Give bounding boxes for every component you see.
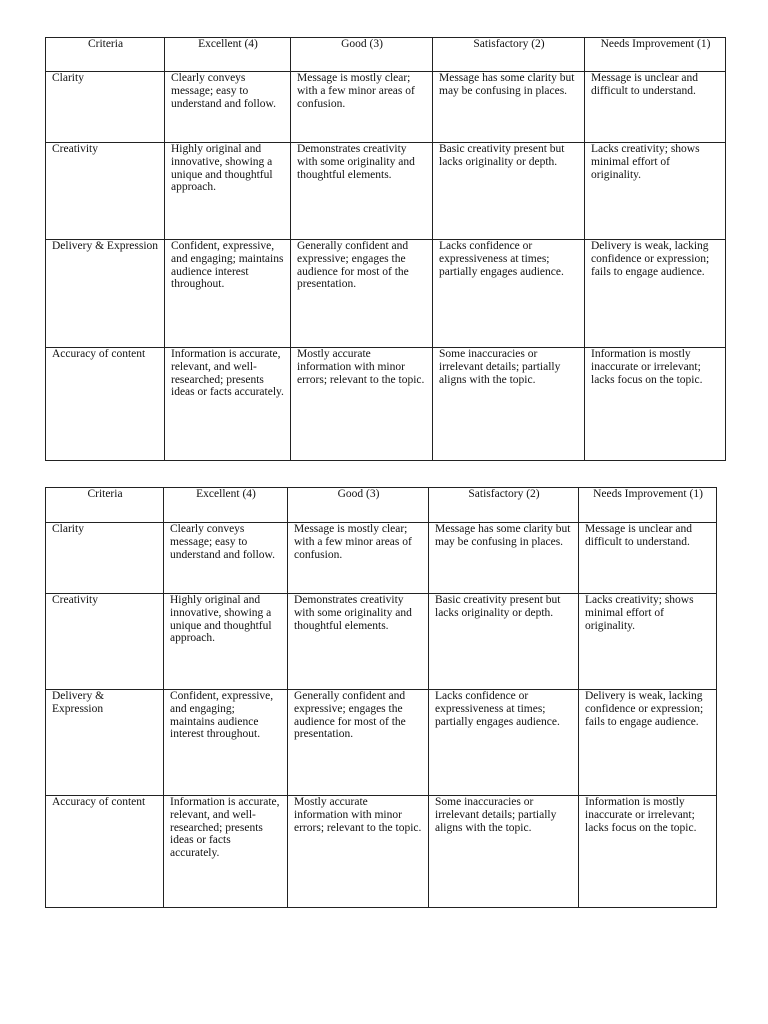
header-satisfactory: Satisfactory (2)	[433, 38, 585, 72]
good-cell: Message is mostly clear; with a few minor areas of confusion.	[291, 72, 433, 143]
satisfactory-cell: Basic creativity present but lacks originality or depth.	[429, 594, 579, 690]
needs-improvement-cell: Delivery is weak, lacking confidence or expression; fails to engage audience.	[585, 240, 726, 348]
table-row	[46, 348, 726, 461]
table-row	[46, 72, 726, 143]
header-criteria: Criteria	[46, 38, 165, 72]
criteria-cell: Accuracy of content	[46, 348, 165, 461]
criteria-cell: Creativity	[46, 594, 164, 690]
excellent-cell: Highly original and innovative, showing a unique and thoughtful approach.	[164, 594, 288, 690]
satisfactory-cell: Message has some clarity but may be confusing in places.	[433, 72, 585, 143]
criteria-cell: Clarity	[46, 72, 165, 143]
good-cell: Demonstrates creativity with some originality and thoughtful elements.	[288, 594, 429, 690]
needs-improvement-cell: Information is mostly inaccurate or irrelevant; lacks focus on the topic.	[579, 796, 717, 908]
table-row	[46, 690, 717, 796]
good-cell: Generally confident and expressive; engages the audience for most of the presentation.	[291, 240, 433, 348]
good-cell: Mostly accurate information with minor errors; relevant to the topic.	[288, 796, 429, 908]
satisfactory-cell: Message has some clarity but may be confusing in places.	[429, 523, 579, 594]
table-row	[46, 594, 717, 690]
header-good: Good (3)	[288, 488, 429, 523]
rubric-table-1	[45, 37, 726, 461]
header-excellent: Excellent (4)	[164, 488, 288, 523]
criteria-cell: Delivery & Expression	[46, 240, 165, 348]
needs-improvement-cell: Message is unclear and difficult to understand.	[579, 523, 717, 594]
header-excellent: Excellent (4)	[165, 38, 291, 72]
needs-improvement-cell: Message is unclear and difficult to understand.	[585, 72, 726, 143]
table-row	[46, 523, 717, 594]
header-needs-improvement: Needs Improvement (1)	[585, 38, 726, 72]
needs-improvement-cell: Lacks creativity; shows minimal effort of originality.	[585, 143, 726, 240]
excellent-cell: Confident, expressive, and engaging; maintains audience interest throughout.	[164, 690, 288, 796]
good-cell: Generally confident and expressive; engages the audience for most of the presentation.	[288, 690, 429, 796]
criteria-cell: Accuracy of content	[46, 796, 164, 908]
table-row	[46, 240, 726, 348]
needs-improvement-cell: Delivery is weak, lacking confidence or expression; fails to engage audience.	[579, 690, 717, 796]
needs-improvement-cell: Information is mostly inaccurate or irrelevant; lacks focus on the topic.	[585, 348, 726, 461]
excellent-cell: Clearly conveys message; easy to understand and follow.	[164, 523, 288, 594]
satisfactory-cell: Basic creativity present but lacks originality or depth.	[433, 143, 585, 240]
header-satisfactory: Satisfactory (2)	[429, 488, 579, 523]
good-cell: Mostly accurate information with minor errors; relevant to the topic.	[291, 348, 433, 461]
criteria-cell: Delivery & Expression	[46, 690, 164, 796]
excellent-cell: Information is accurate, relevant, and well-researched; presents ideas or facts accurately.	[165, 348, 291, 461]
satisfactory-cell: Some inaccuracies or irrelevant details; partially aligns with the topic.	[429, 796, 579, 908]
excellent-cell: Highly original and innovative, showing a unique and thoughtful approach.	[165, 143, 291, 240]
good-cell: Message is mostly clear; with a few minor areas of confusion.	[288, 523, 429, 594]
satisfactory-cell: Some inaccuracies or irrelevant details; partially aligns with the topic.	[433, 348, 585, 461]
excellent-cell: Clearly conveys message; easy to understand and follow.	[165, 72, 291, 143]
table-row	[46, 796, 717, 908]
table-row	[46, 143, 726, 240]
header-criteria: Criteria	[46, 488, 164, 523]
needs-improvement-cell: Lacks creativity; shows minimal effort of originality.	[579, 594, 717, 690]
header-row	[46, 38, 726, 72]
header-needs-improvement: Needs Improvement (1)	[579, 488, 717, 523]
header-good: Good (3)	[291, 38, 433, 72]
excellent-cell: Information is accurate, relevant, and well-researched; presents ideas or facts accurately.	[164, 796, 288, 908]
satisfactory-cell: Lacks confidence or expressiveness at times; partially engages audience.	[433, 240, 585, 348]
excellent-cell: Confident, expressive, and engaging; maintains audience interest throughout.	[165, 240, 291, 348]
satisfactory-cell: Lacks confidence or expressiveness at times; partially engages audience.	[429, 690, 579, 796]
criteria-cell: Clarity	[46, 523, 164, 594]
criteria-cell: Creativity	[46, 143, 165, 240]
rubric-table-2	[45, 487, 717, 908]
good-cell: Demonstrates creativity with some originality and thoughtful elements.	[291, 143, 433, 240]
header-row	[46, 488, 717, 523]
